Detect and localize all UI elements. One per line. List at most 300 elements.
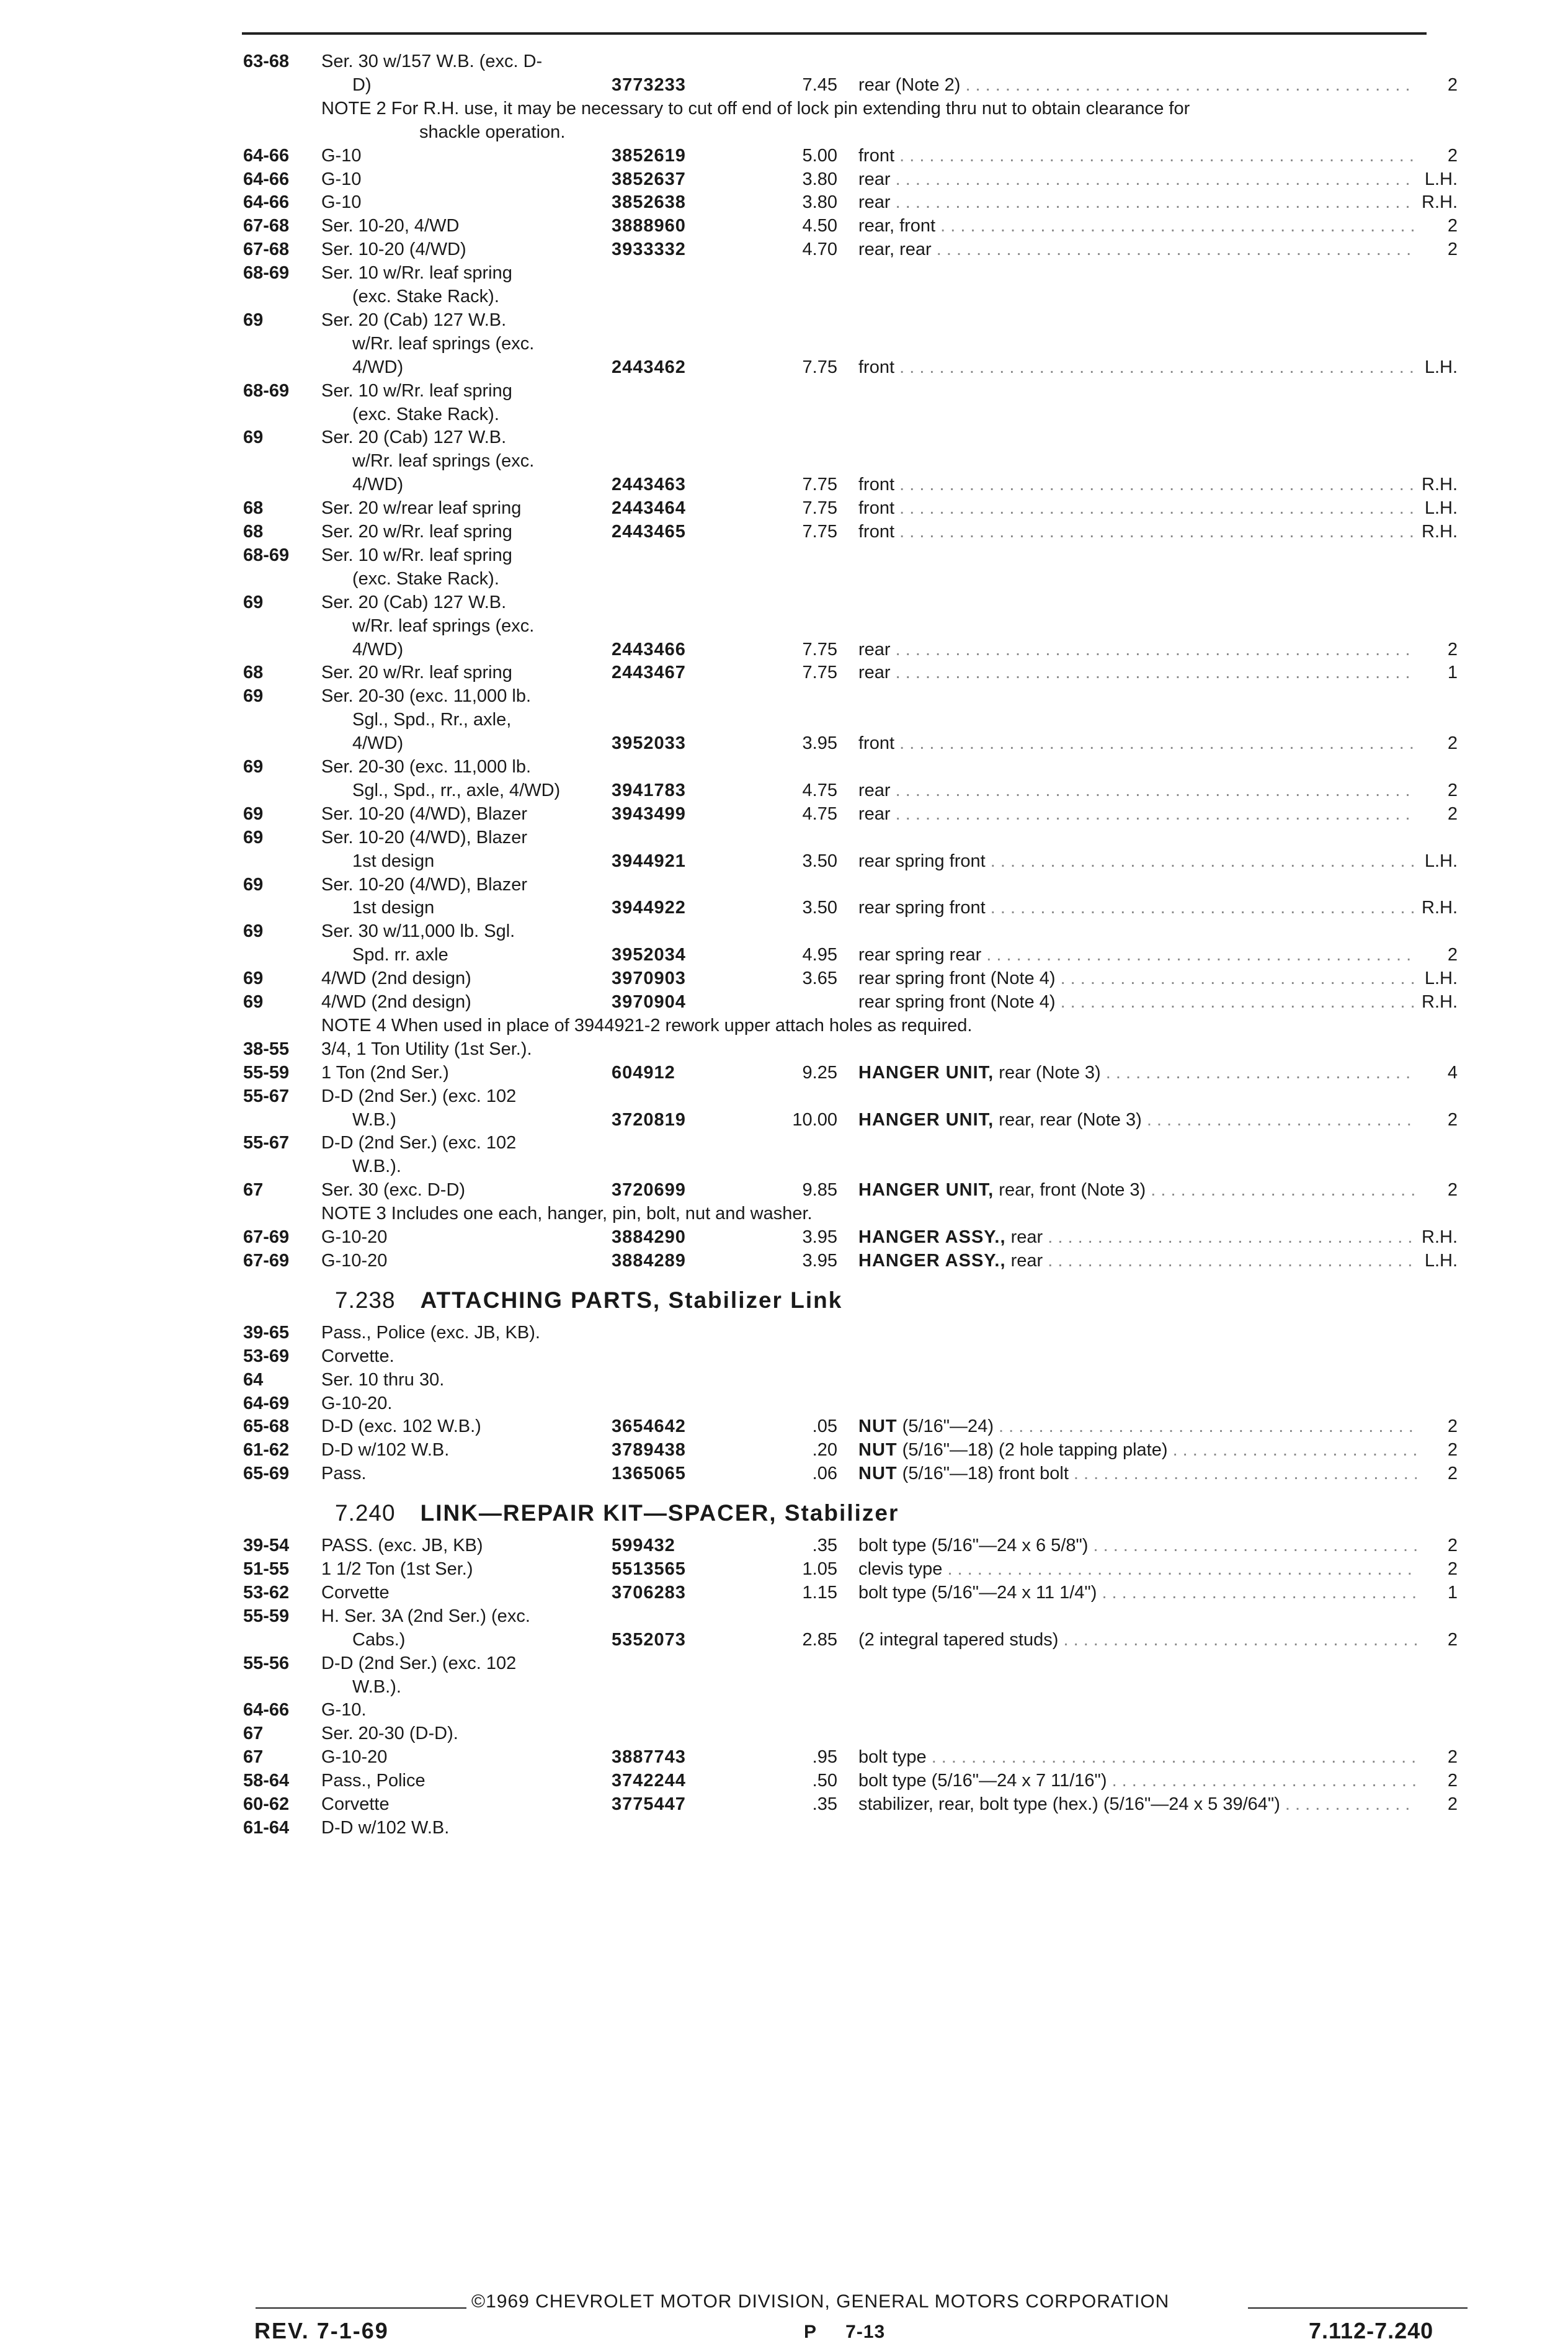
model-years: 69	[243, 874, 264, 895]
parts-row	[0, 1698, 1568, 1722]
part-number: 2443465	[612, 522, 686, 542]
part-number: 3706283	[612, 1582, 686, 1603]
copyright-notice: ©1969 CHEVROLET MOTOR DIVISION, GENERAL MOTORS CORPORATION	[471, 2291, 1170, 2312]
quantity: L.H.	[1424, 1250, 1458, 1271]
item-name: HANGER UNIT,	[858, 1109, 994, 1130]
quantity: 2	[1447, 74, 1458, 95]
item-detail: rear (Note 3)	[994, 1062, 1101, 1083]
model-years: 60-62	[243, 1794, 290, 1814]
application: G-10.	[321, 1700, 367, 1720]
parts-row	[0, 1225, 1568, 1249]
parts-row	[0, 449, 1568, 473]
section-header-7-240	[335, 1499, 899, 1528]
model-years: 51-55	[243, 1559, 290, 1579]
item-description	[858, 1178, 1417, 1202]
parts-row	[0, 426, 1568, 449]
price: .06	[812, 1464, 837, 1484]
application-cont: (exc. Stake Rack).	[352, 404, 499, 424]
parts-row	[0, 1581, 1568, 1604]
application: 1 1/2 Ton (1st Ser.)	[321, 1559, 473, 1579]
item-detail: rear	[858, 192, 891, 213]
top-rule	[242, 32, 1427, 35]
parts-row	[0, 873, 1568, 897]
model-years: 64-66	[243, 169, 290, 189]
model-years: 67	[243, 1724, 264, 1744]
application-cont: w/Rr. leaf springs (exc.	[352, 333, 535, 354]
item-detail: bolt type (5/16"—24 x 7 11/16")	[858, 1771, 1107, 1791]
parts-row	[0, 356, 1568, 379]
application-cont: 1st design	[352, 898, 435, 918]
quantity: L.H.	[1424, 851, 1458, 871]
parts-row	[0, 520, 1568, 544]
model-years: 67	[243, 1747, 264, 1768]
quantity: 2	[1447, 945, 1458, 965]
parts-row	[0, 661, 1568, 684]
item-description	[858, 731, 1417, 755]
model-years: 69	[243, 310, 264, 330]
parts-row	[0, 1108, 1568, 1132]
application: Ser. 20 (Cab) 127 W.B.	[321, 310, 507, 330]
model-years: 68-69	[243, 380, 290, 401]
model-years: 39-65	[243, 1322, 290, 1343]
item-description	[858, 1108, 1417, 1132]
model-years: 58-64	[243, 1771, 290, 1791]
parts-row	[0, 990, 1568, 1014]
item-detail: (5/16"—18) front bolt	[897, 1464, 1069, 1484]
parts-row	[0, 214, 1568, 238]
quantity: 2	[1447, 803, 1458, 824]
item-description	[858, 520, 1417, 544]
model-years: 69	[243, 921, 264, 942]
application-cont: 4/WD)	[352, 475, 404, 495]
item-detail: bolt type (5/16"—24 x 11 1/4")	[858, 1582, 1097, 1603]
item-detail: rear spring front (Note 4)	[858, 968, 1056, 989]
model-years: 38-55	[243, 1039, 290, 1059]
parts-row	[0, 638, 1568, 661]
price: 3.95	[802, 1227, 837, 1247]
model-years: 68	[243, 498, 264, 519]
item-detail: rear (Note 2)	[858, 74, 961, 95]
application-cont: D)	[352, 74, 372, 95]
price: 1.05	[802, 1559, 837, 1579]
parts-row	[0, 1178, 1568, 1202]
part-number: 5352073	[612, 1629, 686, 1650]
application: Ser. 10-20, 4/WD	[321, 216, 460, 236]
application: G-10	[321, 169, 362, 189]
item-description	[858, 661, 1417, 684]
application: Ser. 10-20 (4/WD), Blazer	[321, 803, 527, 824]
footer-rule-left	[256, 2307, 466, 2309]
parts-row	[0, 919, 1568, 943]
application-cont: 4/WD)	[352, 733, 404, 754]
application: 1 Ton (2nd Ser.)	[321, 1062, 449, 1083]
part-number: 599432	[612, 1536, 675, 1556]
model-years: 69	[243, 803, 264, 824]
part-number: 3933332	[612, 239, 686, 260]
item-description	[858, 1534, 1417, 1557]
price: .50	[812, 1771, 837, 1791]
model-years: 68	[243, 522, 264, 542]
model-years: 64-66	[243, 1700, 290, 1720]
application: Ser. 30 w/11,000 lb. Sgl.	[321, 921, 515, 942]
item-description	[858, 1792, 1417, 1816]
quantity: L.H.	[1424, 968, 1458, 989]
parts-row	[0, 1675, 1568, 1699]
parts-row	[0, 684, 1568, 708]
part-number: 3944921	[612, 851, 686, 871]
parts-row	[0, 567, 1568, 591]
item-description	[858, 190, 1417, 214]
item-detail: bolt type (5/16"—24 x 6 5/8")	[858, 1536, 1089, 1556]
quantity: R.H.	[1422, 192, 1458, 213]
parts-row	[0, 1816, 1568, 1840]
item-description	[858, 73, 1417, 97]
price: 3.80	[802, 169, 837, 189]
model-years: 55-59	[243, 1606, 290, 1626]
parts-row	[0, 755, 1568, 779]
item-description	[858, 943, 1417, 967]
item-name: HANGER ASSY.,	[858, 1227, 1006, 1247]
item-detail: rear	[858, 169, 891, 189]
application: Ser. 20 w/Rr. leaf spring	[321, 522, 512, 542]
application: Pass.	[321, 1464, 367, 1484]
model-years: 53-69	[243, 1346, 290, 1366]
application: Corvette.	[321, 1346, 394, 1366]
item-name: HANGER ASSY.,	[858, 1250, 1006, 1271]
price: 7.75	[802, 357, 837, 377]
footer-rule-right	[1248, 2307, 1468, 2309]
item-detail: rear, front (Note 3)	[994, 1180, 1146, 1201]
parts-row	[0, 403, 1568, 426]
quantity: 2	[1447, 1180, 1458, 1201]
section-title: LINK—REPAIR KIT—SPACER, Stabilizer	[420, 1500, 899, 1526]
parts-row	[0, 896, 1568, 919]
item-detail: front	[858, 357, 895, 377]
model-years: 55-56	[243, 1653, 290, 1673]
part-number: 1365065	[612, 1464, 686, 1484]
model-years: 65-68	[243, 1416, 290, 1437]
parts-row	[0, 731, 1568, 755]
quantity: 2	[1447, 639, 1458, 660]
model-years: 67-69	[243, 1227, 290, 1247]
quantity: 2	[1447, 1771, 1458, 1791]
parts-row	[0, 379, 1568, 403]
quantity: 2	[1447, 145, 1458, 166]
application-cont: Sgl., Spd., rr., axle, 4/WD)	[352, 780, 561, 800]
note-line	[0, 1014, 1568, 1037]
part-number: 3887743	[612, 1747, 686, 1768]
section-number: 7.238	[335, 1287, 396, 1313]
parts-row	[0, 1085, 1568, 1108]
quantity: R.H.	[1422, 522, 1458, 542]
item-description	[858, 238, 1417, 261]
quantity: 2	[1447, 1536, 1458, 1556]
application: Ser. 20-30 (D-D).	[321, 1724, 458, 1744]
application: H. Ser. 3A (2nd Ser.) (exc.	[321, 1606, 530, 1626]
parts-row	[0, 1534, 1568, 1557]
item-detail: rear	[1005, 1227, 1043, 1247]
parts-row	[0, 285, 1568, 308]
item-detail: rear spring front	[858, 898, 986, 918]
application: D-D w/102 W.B.	[321, 1817, 450, 1838]
application-cont: 1st design	[352, 851, 435, 871]
price: 10.00	[792, 1109, 837, 1130]
parts-row	[0, 1438, 1568, 1462]
part-number: 2443462	[612, 357, 686, 377]
part-number: 2443463	[612, 475, 686, 495]
price: .20	[812, 1440, 837, 1461]
price: 4.95	[802, 945, 837, 965]
parts-row	[0, 1628, 1568, 1652]
application: G-10	[321, 192, 362, 213]
item-detail: (2 integral tapered studs)	[858, 1629, 1059, 1650]
price: 9.85	[802, 1180, 837, 1201]
parts-row	[0, 1037, 1568, 1061]
application-cont: W.B.).	[352, 1156, 401, 1177]
application-cont: W.B.)	[352, 1109, 396, 1130]
application: G-10-20	[321, 1227, 388, 1247]
application: PASS. (exc. JB, KB)	[321, 1536, 483, 1556]
quantity: R.H.	[1422, 992, 1458, 1012]
section-title: ATTACHING PARTS, Stabilizer Link	[420, 1287, 843, 1313]
parts-row	[0, 1321, 1568, 1344]
part-number: 3742244	[612, 1771, 686, 1791]
application: Ser. 20-30 (exc. 11,000 lb.	[321, 686, 532, 707]
part-number: 3720699	[612, 1180, 686, 1201]
quantity: 2	[1447, 1794, 1458, 1814]
parts-row	[0, 1792, 1568, 1816]
quantity: 2	[1447, 1416, 1458, 1437]
quantity: R.H.	[1422, 475, 1458, 495]
model-years: 39-54	[243, 1536, 290, 1556]
price: 7.75	[802, 522, 837, 542]
application-cont: (exc. Stake Rack).	[352, 287, 499, 306]
quantity: 2	[1447, 733, 1458, 754]
price: 3.80	[802, 192, 837, 213]
application: Ser. 10-20 (4/WD), Blazer	[321, 827, 527, 848]
application: 4/WD (2nd design)	[321, 968, 471, 989]
part-number: 3773233	[612, 74, 686, 95]
part-number: 3852638	[612, 192, 686, 213]
item-description	[858, 144, 1417, 168]
item-description	[858, 1745, 1417, 1769]
part-number: 3944922	[612, 898, 686, 918]
application-cont: Spd. rr. axle	[352, 945, 448, 965]
application: Ser. 10 thru 30.	[321, 1369, 445, 1390]
application-cont: w/Rr. leaf springs (exc.	[352, 615, 535, 636]
note-line	[0, 120, 1568, 144]
price: 1.15	[802, 1582, 837, 1603]
price: 4.70	[802, 239, 837, 260]
item-detail: rear spring rear	[858, 945, 982, 965]
quantity: 2	[1447, 216, 1458, 236]
item-description	[858, 1769, 1417, 1792]
item-description	[858, 779, 1417, 802]
parts-row	[0, 73, 1568, 97]
parts-row	[0, 849, 1568, 873]
application-cont: 4/WD)	[352, 357, 404, 377]
item-name: NUT	[858, 1416, 898, 1437]
item-description	[858, 496, 1417, 520]
quantity: 2	[1447, 1559, 1458, 1579]
model-years: 64-69	[243, 1393, 290, 1413]
quantity: 1	[1447, 1582, 1458, 1603]
item-description	[858, 356, 1417, 379]
item-name: HANGER UNIT,	[858, 1180, 994, 1201]
model-years: 68	[243, 663, 264, 683]
parts-row	[0, 190, 1568, 214]
quantity: 2	[1447, 1464, 1458, 1484]
item-description	[858, 1225, 1417, 1249]
application: Ser. 10 w/Rr. leaf spring	[321, 263, 512, 284]
revision-date: REV. 7-1-69	[254, 2318, 389, 2343]
part-number: 3952033	[612, 733, 686, 754]
note-text-cont: shackle operation.	[419, 122, 566, 142]
application-cont: W.B.).	[352, 1676, 401, 1697]
item-detail: rear	[1005, 1250, 1043, 1271]
parts-row	[0, 614, 1568, 638]
parts-row	[0, 238, 1568, 261]
quantity: 1	[1447, 663, 1458, 683]
item-detail: (5/16"—24)	[897, 1416, 994, 1437]
parts-row	[0, 1155, 1568, 1178]
section-header-7-238	[335, 1286, 842, 1315]
application-cont: w/Rr. leaf springs (exc.	[352, 451, 535, 472]
model-years: 69	[243, 992, 264, 1012]
part-number: 3654642	[612, 1416, 686, 1437]
item-detail: rear	[858, 663, 891, 683]
part-number: 3884289	[612, 1250, 686, 1271]
application: Ser. 30 w/157 W.B. (exc. D-	[321, 51, 543, 71]
application: Ser. 30 (exc. D-D)	[321, 1180, 466, 1201]
application: D-D (2nd Ser.) (exc. 102	[321, 1086, 517, 1106]
model-years: 69	[243, 757, 264, 777]
parts-row	[0, 473, 1568, 496]
price: 9.25	[802, 1062, 837, 1083]
parts-row	[0, 708, 1568, 731]
quantity: L.H.	[1424, 357, 1458, 377]
part-number: 3952034	[612, 945, 686, 965]
item-name: HANGER UNIT,	[858, 1062, 994, 1083]
parts-row	[0, 50, 1568, 73]
parts-row	[0, 1392, 1568, 1415]
parts-row	[0, 168, 1568, 191]
parts-row	[0, 1344, 1568, 1368]
item-description	[858, 1581, 1417, 1604]
part-number: 2443464	[612, 498, 686, 519]
parts-row	[0, 1745, 1568, 1769]
model-years: 55-59	[243, 1062, 290, 1083]
item-detail: rear, rear (Note 3)	[994, 1109, 1142, 1130]
item-detail: stabilizer, rear, bolt type (hex.) (5/16"—24 x 5 39/64")	[858, 1794, 1280, 1814]
parts-row	[0, 779, 1568, 802]
application-cont: Sgl., Spd., Rr., axle,	[352, 710, 512, 730]
application: D-D (exc. 102 W.B.)	[321, 1416, 481, 1437]
item-detail: front	[858, 145, 895, 166]
part-number: 2443467	[612, 663, 686, 683]
section-number: 7.240	[335, 1500, 396, 1526]
model-years: 68-69	[243, 263, 290, 284]
part-number: 5513565	[612, 1559, 686, 1579]
part-number: 3789438	[612, 1440, 686, 1461]
application: G-10-20.	[321, 1393, 393, 1413]
model-years: 55-67	[243, 1133, 290, 1153]
application: Ser. 20 (Cab) 127 W.B.	[321, 592, 507, 612]
quantity: 2	[1447, 1629, 1458, 1650]
price: 7.75	[802, 639, 837, 660]
item-detail: (5/16"—18) (2 hole tapping plate)	[897, 1440, 1168, 1461]
application: Ser. 10-20 (4/WD)	[321, 239, 466, 260]
parts-row	[0, 967, 1568, 990]
parts-row	[0, 1604, 1568, 1628]
price: 3.50	[802, 898, 837, 918]
item-detail: front	[858, 733, 895, 754]
parts-row	[0, 496, 1568, 520]
price: 3.95	[802, 1250, 837, 1271]
model-years: 69	[243, 427, 264, 448]
item-description	[858, 1249, 1417, 1273]
item-detail: rear, rear	[858, 239, 932, 260]
parts-row	[0, 1061, 1568, 1085]
item-description	[858, 990, 1417, 1014]
parts-row	[0, 144, 1568, 168]
application-cont: 4/WD)	[352, 639, 404, 660]
item-description	[858, 896, 1417, 919]
quantity: 2	[1447, 1747, 1458, 1768]
part-number: 3943499	[612, 803, 686, 824]
section-range: 7.112-7.240	[1309, 2318, 1434, 2343]
application: 3/4, 1 Ton Utility (1st Ser.).	[321, 1039, 532, 1059]
price: .35	[812, 1794, 837, 1814]
quantity: R.H.	[1422, 1227, 1458, 1247]
item-description	[858, 638, 1417, 661]
application: Pass., Police	[321, 1771, 425, 1791]
quantity: 2	[1447, 780, 1458, 800]
price: .05	[812, 1416, 837, 1437]
model-years: 69	[243, 827, 264, 848]
application: D-D (2nd Ser.) (exc. 102	[321, 1133, 517, 1153]
item-description	[858, 967, 1417, 990]
part-number: 3970904	[612, 992, 686, 1012]
part-number: 3941783	[612, 780, 686, 800]
part-number: 3720819	[612, 1109, 686, 1130]
price: 4.75	[802, 803, 837, 824]
price: 4.50	[802, 216, 837, 236]
application: Ser. 10 w/Rr. leaf spring	[321, 380, 512, 401]
parts-row	[0, 308, 1568, 332]
application: G-10-20	[321, 1747, 388, 1768]
note-text: NOTE 3 Includes one each, hanger, pin, bolt, nut and washer.	[321, 1204, 813, 1224]
model-years: 61-64	[243, 1817, 290, 1838]
item-description	[858, 168, 1417, 191]
price: 2.85	[802, 1629, 837, 1650]
model-years: 64-66	[243, 145, 290, 166]
parts-row	[0, 826, 1568, 849]
quantity: L.H.	[1424, 169, 1458, 189]
note-text: NOTE 4 When used in place of 3944921-2 rework upper attach holes as required.	[321, 1015, 973, 1036]
item-description	[858, 1628, 1417, 1652]
model-years: 67	[243, 1180, 264, 1201]
application: Ser. 20 w/rear leaf spring	[321, 498, 522, 519]
part-number: 3775447	[612, 1794, 686, 1814]
application: D-D w/102 W.B.	[321, 1440, 450, 1461]
item-description	[858, 1061, 1417, 1085]
application: D-D (2nd Ser.) (exc. 102	[321, 1653, 517, 1673]
item-detail: front	[858, 522, 895, 542]
page-number: P 7-13	[804, 2322, 886, 2342]
item-detail: rear, front	[858, 216, 936, 236]
price: 7.75	[802, 475, 837, 495]
